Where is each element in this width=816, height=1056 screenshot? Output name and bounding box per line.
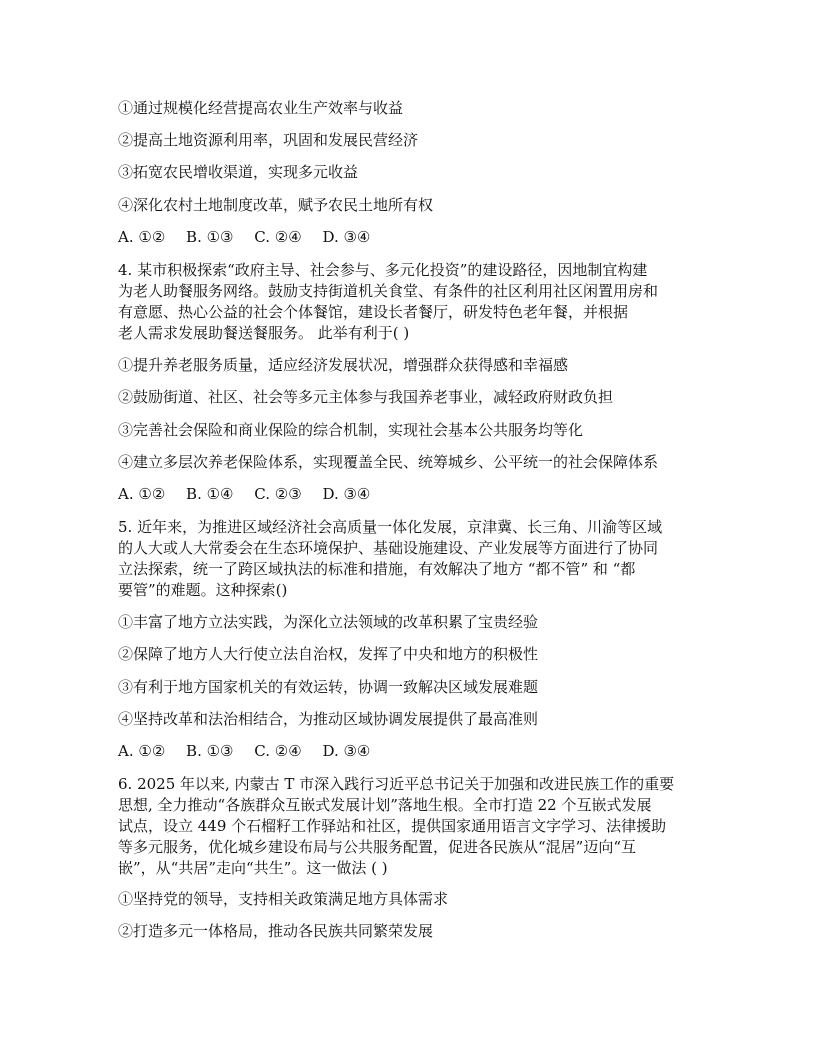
q3-option-2: ②提高土地资源利用率，巩固和发展民营经济 bbox=[118, 131, 419, 149]
q3-option-4: ④深化农村土地制度改革，赋予农民土地所有权 bbox=[118, 196, 434, 214]
q3-answer-c[interactable]: C. ②④ bbox=[254, 228, 302, 246]
q6-stem-line-3: 试点，设立 449 个石榴籽工作驿站和社区，提供国家通用语言文字学习、法律援助 bbox=[118, 817, 667, 835]
q3-answer-b[interactable]: B. ①③ bbox=[186, 228, 234, 246]
q5-option-1: ①丰富了地方立法实践，为深化立法领域的改革积累了宝贵经验 bbox=[118, 613, 539, 631]
q5-stem-line-4: 要管”的难题。这种探索() bbox=[118, 581, 288, 599]
q5-option-2: ②保障了地方人大行使立法自治权，发挥了中央和地方的积极性 bbox=[118, 645, 539, 663]
q6-stem-line-4: 等多元服务，优化城乡建设布局与公共服务配置，促进各民族从“混居”迈向“互 bbox=[118, 838, 637, 856]
q5-answer-choices bbox=[118, 740, 370, 762]
q4-stem-line-1: 4. 某市积极探索“政府主导、社会参与、多元化投资”的建设路径，因地制宜构建 bbox=[118, 261, 648, 279]
q4-stem-line-2: 为老人助餐服务网络。鼓励支持街道机关食堂、有条件的社区利用社区闲置用房和 bbox=[118, 282, 659, 300]
q5-option-4: ④坚持改革和法治相结合，为推动区域协调发展提供了最高准则 bbox=[118, 710, 539, 728]
q4-option-2: ②鼓励街道、社区、社会等多元主体参与我国养老事业，减轻政府财政负担 bbox=[118, 388, 614, 406]
q4-answer-c[interactable]: C. ②③ bbox=[254, 485, 302, 503]
q4-answer-a[interactable]: A. ①② bbox=[118, 485, 166, 503]
q4-option-4: ④建立多层次养老保险体系，实现覆盖全民、统筹城乡、公平统一的社会保障体系 bbox=[118, 453, 659, 471]
q3-answer-d[interactable]: D. ③④ bbox=[322, 228, 371, 246]
q6-stem-line-5: 嵌”，从“共居”走向“共生”。这一做法 ( ) bbox=[118, 859, 388, 877]
q5-option-3: ③有利于地方国家机关的有效运转，协调一致解决区域发展难题 bbox=[118, 678, 539, 696]
q6-option-2: ②打造多元一体格局，推动各民族共同繁荣发展 bbox=[118, 922, 434, 940]
q4-stem-line-3: 有意愿、热心公益的社会个体餐馆，建设长者餐厅，研发特色老年餐，并根据 bbox=[118, 303, 629, 321]
q6-stem-line-1: 6. 2025 年以来, 内蒙古 T 市深入践行习近平总书记关于加强和改进民族工作的重要 bbox=[118, 775, 675, 793]
q6-stem-line-2: 思想, 全力推动“各族群众互嵌式发展计划”落地生根。全市打造 22 个互嵌式发展 bbox=[118, 796, 652, 814]
q4-option-1: ①提升养老服务质量，适应经济发展状况，增强群众获得感和幸福感 bbox=[118, 356, 569, 374]
q5-answer-d[interactable]: D. ③④ bbox=[322, 742, 371, 760]
q5-stem-line-2: 的人大或人大常委会在生态环境保护、基础设施建设、产业发展等方面进行了协同 bbox=[118, 539, 659, 557]
q4-answer-choices bbox=[118, 483, 370, 505]
q4-stem-line-4: 老人需求发展助餐送餐服务。 此举有利于( ) bbox=[118, 324, 410, 342]
q5-stem-line-1: 5. 近年来，为推进区域经济社会高质量一体化发展，京津冀、长三角、川渝等区域 bbox=[118, 518, 663, 536]
q6-option-1: ①坚持党的领导，支持相关政策满足地方具体需求 bbox=[118, 890, 449, 908]
q3-answer-a[interactable]: A. ①② bbox=[118, 228, 166, 246]
q3-option-1: ①通过规模化经营提高农业生产效率与收益 bbox=[118, 99, 404, 117]
q5-stem-line-3: 立法探索，统一了跨区域执法的标准和措施，有效解决了地方 “都不管” 和 “都 bbox=[118, 560, 636, 578]
q5-answer-c[interactable]: C. ②④ bbox=[254, 742, 302, 760]
q4-answer-b[interactable]: B. ①④ bbox=[186, 485, 234, 503]
q3-option-3: ③拓宽农民增收渠道，实现多元收益 bbox=[118, 163, 359, 181]
q3-answer-choices bbox=[118, 226, 370, 248]
q4-answer-d[interactable]: D. ③④ bbox=[322, 485, 371, 503]
q4-option-3: ③完善社会保险和商业保险的综合机制，实现社会基本公共服务均等化 bbox=[118, 421, 584, 439]
q5-answer-a[interactable]: A. ①② bbox=[118, 742, 166, 760]
q5-answer-b[interactable]: B. ①③ bbox=[186, 742, 234, 760]
